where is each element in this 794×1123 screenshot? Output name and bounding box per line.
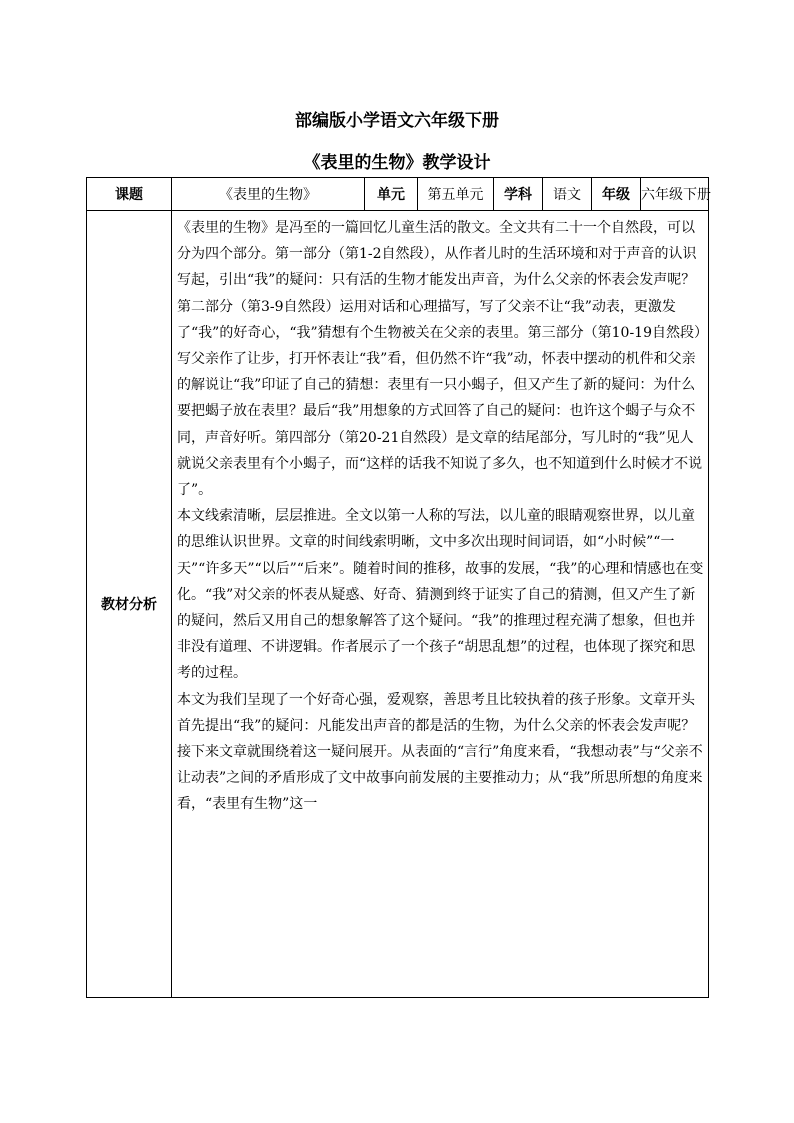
- subject-label: 学科: [494, 178, 543, 211]
- analysis-label: 教材分析: [87, 211, 172, 998]
- header-row: [87, 178, 709, 211]
- analysis-paragraph: 《表里的生物》是冯至的一篇回忆儿童生活的散文。全文共有二十一个自然段，可以分为四个部分。第一部分（第1-2自然段），从作者儿时的生活环境和对于声音的认识写起，引出“我”的疑问：只有活的生物才能发出声音，为什么父亲的怀表会发声呢？第二部分（第3-9自然段）运用对话和心理描写，写了父亲不让“我”动表，更激发了“我”的好奇心，“我”猜想有个生物被关在父亲的表里。第三部分（第10-19自然段）写父亲作了让步，打开怀表让“我”看，但仍然不许“我”动，怀表中摆动的机件和父亲的解说让“我”印证了自己的猜想：表里有一只小蝎子，但又产生了新的疑问：为什么要把蝎子放在表里？最后“我”用想象的方式回答了自己的疑问：也许这个蝎子与众不同，声音好听。第四部分（第20-21自然段）是文章的结尾部分，写儿时的“我”见人就说父亲表里有个小蝎子，而“这样的话我不知说了多久，也不知道到什么时候才不说了”。: [177, 220, 703, 499]
- unit-value: 第五单元: [418, 178, 494, 211]
- analysis-row: [87, 211, 709, 998]
- analysis-paragraph: 本文线索清晰，层层推进。全文以第一人称的写法，以儿童的眼睛观察世界，以儿童的思维认识世界。文章的时间线索明晰，文中多次出现时间词语，如“小时候”“一天”“许多天”“以后”“后来”。随着时间的推移，故事的发展，“我”的心理和情感也在变化。“我”对父亲的怀表从疑惑、好奇、猜测到终于证实了自己的猜测，但又产生了新的疑问，然后又用自己的想象解答了这个疑问。“我”的推理过程充满了想象，但也并非没有道理、不讲逻辑。作者展示了一个孩子“胡思乱想”的过程，也体现了探究和思考的过程。: [177, 508, 704, 682]
- document-title: 部编版小学语文六年级下册: [295, 111, 499, 131]
- grade-value: 六年级下册: [641, 178, 709, 211]
- document-subtitle: 《表里的生物》教学设计: [303, 153, 491, 173]
- topic-value: 《表里的生物》: [172, 178, 365, 211]
- lesson-plan-table: [86, 177, 709, 998]
- subject-value: 语文: [543, 178, 592, 211]
- unit-label: 单元: [365, 178, 418, 211]
- analysis-content: [172, 211, 709, 998]
- analysis-paragraph: 本文为我们呈现了一个好奇心强，爱观察，善思考且比较执着的孩子形象。文章开头首先提出“我”的疑问：凡能发出声音的都是活的生物，为什么父亲的怀表会发声呢？接下来文章就围绕着这一疑问展开。从表面的“言行”角度来看，“我想动表”与“父亲不让动表”之间的矛盾形成了文中故事向前发展的主要推动力；从“我”所思所想的角度来看，“表里有生物”这一: [177, 691, 703, 813]
- topic-label: 课题: [87, 178, 172, 211]
- grade-label: 年级: [592, 178, 641, 211]
